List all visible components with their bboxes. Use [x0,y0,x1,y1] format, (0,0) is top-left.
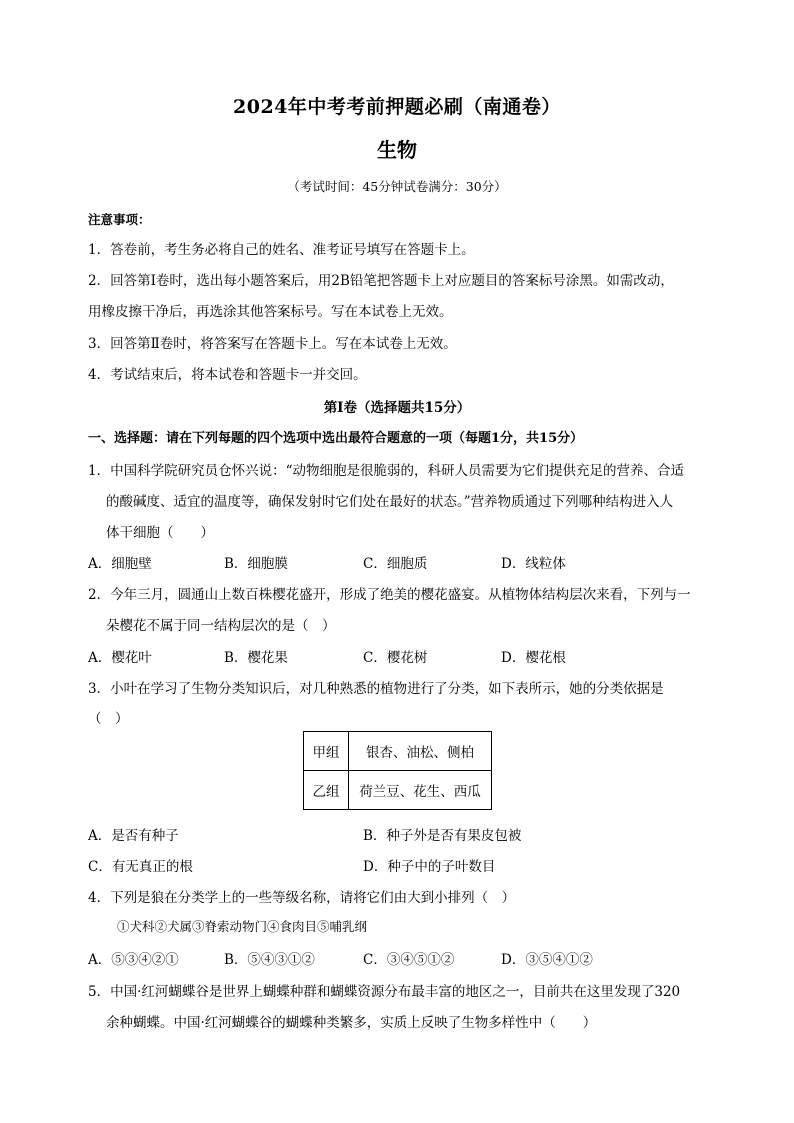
subject-title: 生物 [377,138,417,162]
question-5-line: 余种蝴蝶。中国·红河蝴蝶谷的蝴蝶种类繁多，实质上反映了生物多样性中（ ） [106,1015,597,1031]
q2-option-c: C．樱花树 [363,650,428,666]
q4-option-b: B．⑤④③①② [224,952,315,968]
note-item: 3．回答第Ⅱ卷时，将答案写在答题卡上。写在本试卷上无效。 [88,336,457,352]
question-1-line: 体干细胞（ ） [106,525,214,541]
question-5-line: 5．中国·红河蝴蝶谷是世界上蝴蝶种群和蝴蝶资源分布最丰富的地区之一，目前共在这里发现了320 [88,984,681,1000]
q4-option-a: A．⑤③④②① [88,952,179,968]
question-3-line: 3．小叶在学习了生物分类知识后，对几种熟悉的植物进行了分类，如下表所示，她的分类依据是 [88,681,664,697]
q1-option-a: A．细胞壁 [88,556,152,572]
part-heading: 一、选择题：请在下列每题的四个选项中选出最符合题意的一项（每题1分，共15分） [88,431,584,446]
q3-option-d: D．种子中的子叶数目 [363,859,496,875]
table-cell-group: 乙组 [304,771,349,810]
section-title: 第Ⅰ卷（选择题共15分） [323,400,471,416]
q2-option-d: D．樱花根 [501,650,566,666]
question-2-line: 朵樱花不属于同一结构层次的是（ ） [106,618,336,634]
q4-option-d: D．③⑤④①② [501,952,593,968]
q1-option-b: B．细胞膜 [224,556,288,572]
note-item: 用橡皮擦干净后，再选涂其他答案标号。写在本试卷上无效。 [88,304,453,320]
question-3-line: （ ） [88,711,129,727]
q1-option-d: D．线粒体 [501,556,566,572]
question-1-line: 的酸碱度、适宜的温度等，确保发射时它们处在最好的状态。”营养物质通过下列哪种结构进入人 [106,494,674,510]
q3-option-c: C．有无真正的根 [88,859,193,875]
page-title: 2024年中考考前押题必刷（南通卷） [233,96,561,118]
q1-option-c: C．细胞质 [363,556,428,572]
table-cell-plants: 荷兰豆、花生、西瓜 [349,771,492,810]
q4-option-c: C．③④⑤①② [363,952,455,968]
table-row [304,771,492,810]
q2-option-b: B．樱花果 [224,650,288,666]
note-item: 1．答卷前，考生务必将自己的姓名、准考证号填写在答题卡上。 [88,242,475,258]
question-2-line: 2．今年三月，圆通山上数百株樱花盛开，形成了绝美的樱花盛宴。从植物体结构层次来看，下列与一 [88,587,691,603]
q2-option-a: A．樱花叶 [88,650,152,666]
table-row [304,732,492,771]
table-cell-group: 甲组 [304,732,349,771]
note-item: 4．考试结束后，将本试卷和答题卡一并交回。 [88,367,367,383]
q3-option-a: A．是否有种子 [88,828,179,844]
exam-info: （考试时间：45分钟试卷满分：30分） [287,179,507,194]
notes-heading: 注意事项： [88,212,151,227]
question-4-sub: ①犬科②犬属③脊索动物门④食肉目⑤哺乳纲 [117,919,368,934]
question-4-line: 4．下列是狼在分类学上的一些等级名称，请将它们由大到小排列（ ） [88,890,516,906]
question-1-line: 1．中国科学院研究员仓怀兴说：“动物细胞是很脆弱的，科研人员需要为它们提供充足的营养、合适 [88,463,684,479]
q3-option-b: B．种子外是否有果皮包被 [363,828,522,844]
note-item: 2．回答第Ⅰ卷时，选出每小题答案后，用2B铅笔把答题卡上对应题目的答案标号涂黑。如需改动， [88,273,674,289]
classification-table [303,731,492,810]
table-cell-plants: 银杏、油松、侧柏 [349,732,492,771]
